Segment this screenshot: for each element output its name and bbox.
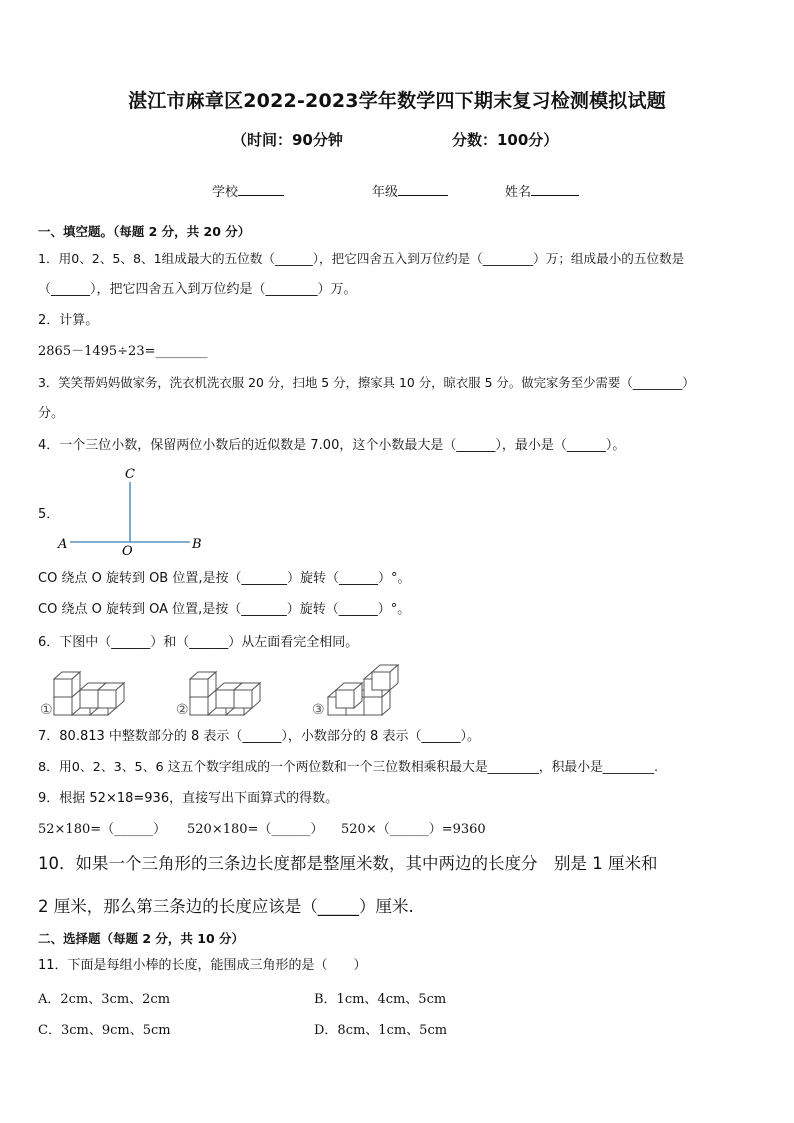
q1-line2: （______），把它四舍五入到万位约是（________）万。	[38, 282, 357, 297]
cube-figure-2	[190, 672, 260, 715]
angle-figure	[52, 462, 212, 558]
option-d[interactable]: D．8cm、1cm、5cm	[314, 1023, 448, 1038]
q6: 6．下图中（______）和（______）从左面看完全相同。	[38, 635, 359, 650]
school-blank[interactable]	[238, 183, 284, 196]
q4: 4．一个三位小数，保留两位小数后的近似数是 7.00，这个小数最大是（______），最小是（______）。	[38, 438, 626, 453]
option-a[interactable]: A．2cm、3cm、2cm	[38, 992, 171, 1007]
grade-label: 年级	[372, 185, 399, 200]
q5-number: 5．	[38, 507, 60, 522]
q3-line2: 分。	[38, 406, 65, 421]
name-field	[505, 181, 579, 200]
cube-figure-3	[328, 665, 398, 715]
label-c: C	[125, 467, 135, 482]
figure-label-1: ①	[40, 702, 53, 718]
q3-line1: 3．笑笑帮妈妈做家务，洗衣机洗衣服 20 分，扫地 5 分，擦家具 10 分，晾衣服 5 分。做完家务至少需要（________）	[38, 375, 695, 390]
section1-heading: 一、填空题。（每题 2 分，共 20 分）	[38, 224, 251, 239]
q9-line1: 9．根据 52×18=936，直接写出下面算式的得数。	[38, 791, 339, 806]
name-label: 姓名	[505, 185, 532, 200]
page-title: 湛江市麻章区2022-2023学年数学四下期末复习检测模拟试题	[128, 90, 666, 112]
grade-field	[372, 181, 448, 200]
label-o: O	[122, 544, 133, 558]
q5-line1: CO 绕点 O 旋转到 OB 位置,是按（_______）旋转（______）°。	[38, 571, 411, 586]
q2-line2: 2865－1495÷23=________	[38, 344, 208, 359]
q1-line1: 1．用0、2、5、8、1组成最大的五位数（______），把它四舍五入到万位约是（________）万；组成最小的五位数是	[38, 251, 685, 266]
school-label: 学校	[212, 185, 239, 200]
school-field	[212, 181, 284, 200]
label-a: A	[58, 537, 68, 552]
q9-c: 520×（______）=9360	[341, 822, 486, 837]
q9-a: 52×180=（______）	[38, 822, 167, 837]
q8: 8．用0、2、3、5、6 这五个数字组成的一个两位数和一个三位数相乘积最大是________，积最小是________.	[38, 760, 659, 775]
name-blank[interactable]	[531, 183, 579, 196]
q5-line2: CO 绕点 O 旋转到 OA 位置,是按（_______）旋转（______）°。	[38, 602, 411, 617]
q9-b: 520×180=（______）	[187, 822, 324, 837]
q10-line2: 2 厘米，那么第三条边的长度应该是（_____）厘米.	[38, 897, 414, 916]
figure-label-3: ③	[312, 702, 325, 718]
time-label: （时间：90分钟	[232, 131, 343, 149]
label-b: B	[192, 537, 202, 552]
section2-heading: 二、选择题（每题 2 分，共 10 分）	[38, 931, 245, 946]
option-c[interactable]: C．3cm、9cm、5cm	[38, 1023, 171, 1038]
q10-line1: 10．如果一个三角形的三条边长度都是整厘米数，其中两边的长度分 别是 1 厘米和	[38, 854, 658, 873]
figure-label-2: ②	[176, 702, 189, 718]
grade-blank[interactable]	[398, 183, 448, 196]
q7: 7．80.813 中整数部分的 8 表示（______），小数部分的 8 表示（______）。	[38, 729, 480, 744]
cube-figure-1	[54, 672, 124, 715]
q2-line1: 2．计算。	[38, 313, 99, 328]
score-label: 分数：100分）	[452, 131, 559, 149]
q11: 11．下面是每组小棒的长度，能围成三角形的是（ ）	[38, 958, 367, 973]
option-b[interactable]: B．1cm、4cm、5cm	[314, 992, 447, 1007]
cube-figures	[36, 660, 406, 722]
